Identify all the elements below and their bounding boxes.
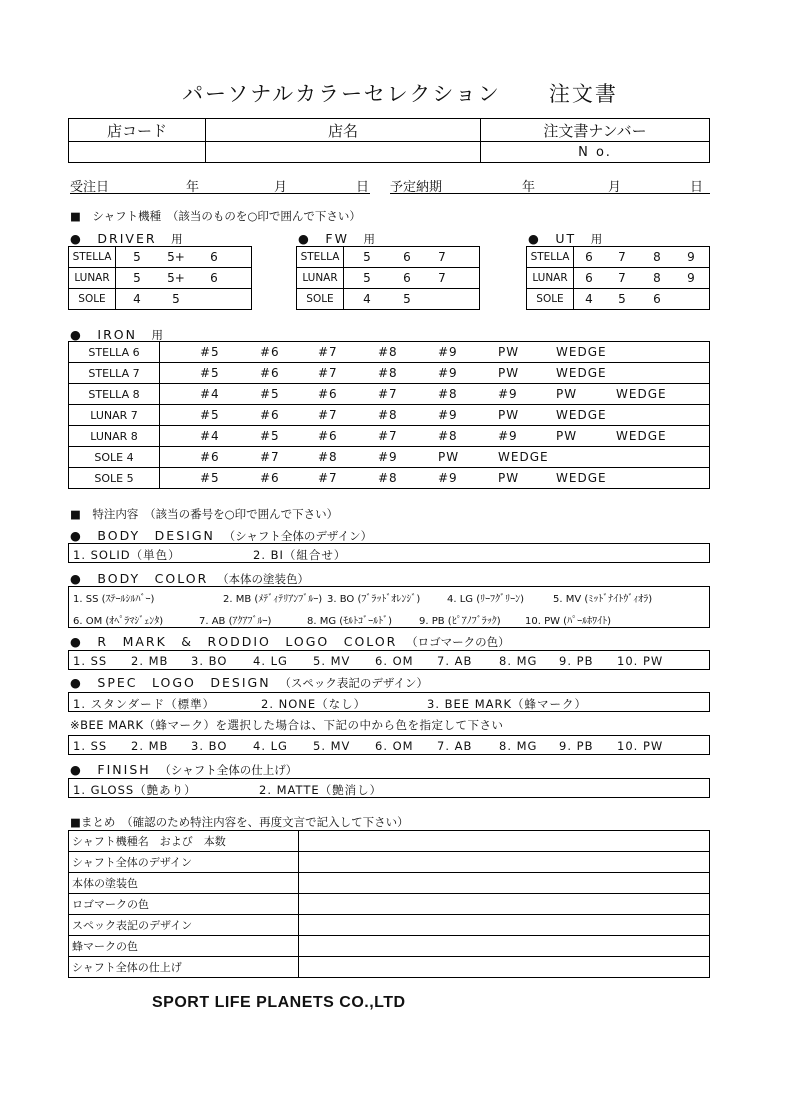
summary-row-label: 本体の塗装色 [69, 873, 299, 894]
option-value[interactable]: WEDGE [616, 429, 667, 443]
option-value[interactable]: 2. MATTE（艶消し） [259, 783, 383, 797]
iron-row-label: LUNAR 8 [69, 426, 160, 447]
title-main: パーソナルカラーセレクション [182, 82, 501, 106]
driver-title: ● DRIVER [70, 231, 157, 246]
option-value[interactable]: 8 [653, 271, 661, 285]
option-value[interactable]: PW [498, 345, 520, 359]
fw-row-values [344, 289, 480, 310]
bee-color-options [68, 735, 710, 755]
iron-row-label: LUNAR 7 [69, 405, 160, 426]
option-value[interactable]: 5. MV [313, 654, 351, 668]
driver-row-values [116, 289, 252, 310]
delivery-year-label: 年 [522, 180, 536, 195]
option-value[interactable]: 2. MB (ﾒﾃﾞｨﾃﾘｱﾝﾌﾞﾙｰ) [223, 594, 323, 605]
option-value[interactable]: #9 [498, 387, 518, 401]
iron-row [69, 384, 710, 405]
summary-table [68, 830, 710, 978]
logo-color-title: ● R MARK & RODDIO LOGO COLOR [70, 634, 398, 649]
summary-row [69, 957, 710, 978]
option-value[interactable]: 6. OM [375, 739, 414, 753]
option-value[interactable]: WEDGE [556, 408, 607, 422]
order-number-label: 注文書ナンバー [481, 119, 710, 142]
iron-row-label: STELLA 8 [69, 384, 160, 405]
iron-row [69, 468, 710, 489]
summary-row [69, 894, 710, 915]
driver-row-label: LUNAR [69, 268, 116, 289]
summary-row [69, 915, 710, 936]
option-value[interactable]: PW [556, 429, 578, 443]
ut-title: ● UT [528, 231, 577, 246]
option-value[interactable]: 1. SS [73, 654, 108, 668]
delivery-day-label: 日 [690, 180, 704, 195]
option-value[interactable]: 6 [585, 250, 593, 264]
option-value[interactable]: WEDGE [556, 471, 607, 485]
summary-row-label: シャフト全体のデザイン [69, 852, 299, 873]
summary-row [69, 936, 710, 957]
option-value[interactable]: 7 [438, 271, 446, 285]
option-value[interactable]: 2. BI（組合せ） [253, 548, 347, 562]
option-value[interactable]: 5+ [167, 271, 185, 285]
option-value[interactable]: 1. SS [73, 739, 108, 753]
option-value[interactable]: 2. NONE（なし） [261, 697, 367, 711]
ut-row-values [574, 247, 710, 268]
option-value[interactable]: PW [498, 366, 520, 380]
option-value[interactable]: PW [556, 387, 578, 401]
driver-row-values [116, 268, 252, 289]
body-design-options [68, 543, 710, 563]
option-value[interactable]: 5+ [167, 250, 185, 264]
iron-row-values [160, 342, 710, 363]
ut-row-label: SOLE [527, 289, 574, 310]
iron-row-values [160, 405, 710, 426]
option-value[interactable]: 6 [210, 250, 218, 264]
option-value[interactable]: #5 [260, 387, 280, 401]
driver-suffix: 用 [171, 232, 183, 246]
option-value[interactable]: WEDGE [616, 387, 667, 401]
option-value[interactable]: #8 [378, 471, 398, 485]
ut-row-label: STELLA [527, 247, 574, 268]
option-value[interactable]: #7 [318, 345, 338, 359]
option-value[interactable]: 3. BO [191, 739, 228, 753]
spec-logo-sub: （スペック表記のデザイン） [285, 676, 429, 690]
company-name: SPORT LIFE PLANETS CO.,LTD [152, 994, 406, 1011]
option-value[interactable]: 5. MV (ﾐｯﾄﾞﾅｲﾄｳﾞｨｵﾗ) [553, 594, 653, 605]
finish-sub: （シャフト全体の仕上げ） [165, 763, 298, 777]
option-value[interactable]: 5 [172, 292, 180, 306]
option-value[interactable]: #7 [318, 366, 338, 380]
iron-row-label: SOLE 5 [69, 468, 160, 489]
option-value[interactable]: 5 [403, 292, 411, 306]
option-value[interactable]: #5 [200, 408, 220, 422]
option-value[interactable]: 5 [618, 292, 626, 306]
order-number-field[interactable]: N o. [481, 142, 710, 163]
option-value[interactable]: #8 [438, 387, 458, 401]
ut-row-label: LUNAR [527, 268, 574, 289]
summary-row-field[interactable] [299, 957, 710, 978]
option-value[interactable]: 4. LG [253, 739, 288, 753]
body-color-sub: （本体の塗装色） [222, 572, 310, 586]
option-value[interactable]: #6 [260, 408, 280, 422]
iron-row [69, 405, 710, 426]
iron-row-label: STELLA 6 [69, 342, 160, 363]
option-value[interactable]: #5 [200, 471, 220, 485]
logo-color-options [68, 650, 710, 670]
option-value[interactable]: 9 [687, 250, 695, 264]
iron-suffix: 用 [151, 328, 163, 342]
spec-logo-heading [70, 673, 428, 691]
option-value[interactable]: #7 [318, 408, 338, 422]
option-value[interactable]: 5 [133, 250, 141, 264]
store-code-field[interactable] [69, 142, 206, 163]
iron-row [69, 426, 710, 447]
option-value[interactable]: #4 [200, 429, 220, 443]
option-value[interactable]: 6 [585, 271, 593, 285]
option-value[interactable]: 10. PW (ﾊﾟｰﾙﾎﾜｲﾄ) [525, 616, 611, 627]
page-title [0, 78, 800, 108]
option-value[interactable]: 1. SS (ｽﾃｰﾙｼﾙﾊﾞｰ) [73, 594, 155, 605]
option-value[interactable]: 7 [618, 271, 626, 285]
summary-row-field[interactable] [299, 852, 710, 873]
option-value[interactable]: 7 [618, 250, 626, 264]
finish-options [68, 778, 710, 798]
driver-heading [70, 229, 183, 247]
option-value[interactable]: 4 [585, 292, 593, 306]
option-value[interactable]: 6 [403, 271, 411, 285]
option-value[interactable]: 9. PB [559, 654, 594, 668]
summary-heading: ■まとめ （確認のため特注内容を、再度文言で記入して下さい） [70, 815, 409, 829]
iron-row-values [160, 468, 710, 489]
option-value[interactable]: 5 [363, 250, 371, 264]
option-value[interactable]: #7 [378, 387, 398, 401]
option-value[interactable]: #9 [378, 450, 398, 464]
order-day-label: 日 [356, 180, 370, 195]
summary-row [69, 831, 710, 852]
body-design-sub: （シャフト全体のデザイン） [229, 529, 373, 543]
driver-table [68, 246, 252, 310]
iron-row [69, 447, 710, 468]
delivery-label: 予定納期 [390, 180, 443, 195]
option-value[interactable]: #7 [378, 429, 398, 443]
option-value[interactable]: #9 [438, 345, 458, 359]
option-value[interactable]: 2. MB [131, 739, 169, 753]
bee-mark-note: ※BEE MARK（蜂マーク）を選択した場合は、下記の中から色を指定して下さい [70, 718, 504, 732]
iron-row-values [160, 447, 710, 468]
delivery-date-underline [390, 193, 710, 194]
option-value[interactable]: 3. BEE MARK（蜂マーク） [427, 697, 588, 711]
option-value[interactable]: #8 [318, 450, 338, 464]
option-value[interactable]: 6 [653, 292, 661, 306]
order-year-label: 年 [186, 180, 200, 195]
iron-row-values [160, 363, 710, 384]
order-month-label: 月 [274, 180, 288, 195]
option-value[interactable]: WEDGE [556, 345, 607, 359]
summary-row [69, 852, 710, 873]
option-value[interactable]: 7. AB [437, 654, 473, 668]
iron-row [69, 342, 710, 363]
option-value[interactable]: #9 [438, 408, 458, 422]
logo-color-heading [70, 632, 510, 650]
summary-row-field[interactable] [299, 873, 710, 894]
shaft-section-heading: ■ シャフト機種 （該当のものを○印で囲んで下さい） [70, 209, 361, 223]
option-value[interactable]: #6 [260, 366, 280, 380]
iron-row-label: SOLE 4 [69, 447, 160, 468]
option-value[interactable]: 4 [133, 292, 141, 306]
option-value[interactable]: 5. MV [313, 739, 351, 753]
fw-table [296, 246, 480, 310]
option-value[interactable]: 6 [210, 271, 218, 285]
option-value[interactable]: 9 [687, 271, 695, 285]
option-value[interactable]: #9 [498, 429, 518, 443]
fw-heading [298, 229, 375, 247]
option-value[interactable]: 10. PW [617, 654, 664, 668]
body-design-heading [70, 526, 372, 544]
iron-row-values [160, 426, 710, 447]
option-value[interactable]: 1. スタンダード（標準） [73, 697, 216, 711]
option-value[interactable]: #4 [200, 387, 220, 401]
option-value[interactable]: 4. LG [253, 654, 288, 668]
store-code-label: 店コード [69, 119, 206, 142]
summary-row-field[interactable] [299, 894, 710, 915]
option-value[interactable]: #6 [260, 471, 280, 485]
option-value[interactable]: 4. LG (ﾘｰﾌｸﾞﾘｰﾝ) [447, 594, 525, 605]
fw-row-values [344, 268, 480, 289]
driver-row-values [116, 247, 252, 268]
store-name-field[interactable] [206, 142, 481, 163]
body-color-heading [70, 569, 309, 587]
ut-row-values [574, 268, 710, 289]
option-value[interactable]: 8. MG [499, 654, 538, 668]
option-value[interactable]: 6. OM [375, 654, 414, 668]
summary-row-field[interactable] [299, 831, 710, 852]
ut-row-values [574, 289, 710, 310]
option-value[interactable]: 10. PW [617, 739, 664, 753]
summary-row-label: シャフト機種名 および 本数 [69, 831, 299, 852]
store-name-label: 店名 [206, 119, 481, 142]
option-value[interactable]: 1. SOLID（単色） [73, 548, 181, 562]
summary-row-label: シャフト全体の仕上げ [69, 957, 299, 978]
iron-row [69, 363, 710, 384]
option-value[interactable]: 3. BO [191, 654, 228, 668]
option-value[interactable]: #8 [438, 429, 458, 443]
ut-suffix: 用 [590, 232, 603, 246]
summary-row-label: スペック表記のデザイン [69, 915, 299, 936]
option-value[interactable]: #5 [260, 429, 280, 443]
fw-suffix: 用 [363, 232, 375, 246]
option-value[interactable]: #8 [378, 408, 398, 422]
summary-row [69, 873, 710, 894]
summary-row-field[interactable] [299, 915, 710, 936]
spec-logo-options [68, 692, 710, 712]
option-value[interactable]: #5 [200, 345, 220, 359]
fw-row-label: SOLE [297, 289, 344, 310]
option-value[interactable]: 7. AB [437, 739, 473, 753]
option-value[interactable]: 7 [438, 250, 446, 264]
summary-row-label: ロゴマークの色 [69, 894, 299, 915]
option-value[interactable]: #9 [438, 471, 458, 485]
option-value[interactable]: #6 [318, 387, 338, 401]
body-design-title: ● BODY DESIGN [70, 528, 215, 543]
delivery-month-label: 月 [608, 180, 622, 195]
summary-row-field[interactable] [299, 936, 710, 957]
option-value[interactable]: 1. GLOSS（艶あり） [73, 783, 197, 797]
option-value[interactable]: 2. MB [131, 654, 169, 668]
option-value[interactable]: 4 [363, 292, 371, 306]
option-value[interactable]: 8. MG (ﾓﾙﾄｺﾞｰﾙﾄﾞ) [307, 616, 393, 627]
iron-row-label: STELLA 7 [69, 363, 160, 384]
logo-color-sub: （ロゴマークの色） [411, 635, 510, 649]
fw-row-label: STELLA [297, 247, 344, 268]
ut-heading [528, 229, 602, 247]
option-value[interactable]: #9 [438, 366, 458, 380]
option-value[interactable]: #6 [318, 429, 338, 443]
option-value[interactable]: #7 [260, 450, 280, 464]
option-value[interactable]: 7. AB (ｱｸｱﾌﾞﾙｰ) [199, 616, 272, 627]
option-value[interactable]: #8 [378, 345, 398, 359]
option-value[interactable]: WEDGE [556, 366, 607, 380]
iron-row-values [160, 384, 710, 405]
option-value[interactable]: #6 [200, 450, 220, 464]
order-date-label: 受注日 [70, 180, 110, 195]
title-order-form: 注文書 [548, 82, 618, 106]
option-value[interactable]: 9. PB (ﾋﾟｱﾉﾌﾞﾗｯｸ) [419, 616, 501, 627]
order-date-underline [70, 193, 370, 194]
option-value[interactable]: 6. OM (ｵﾍﾟﾗﾏｼﾞｪﾝﾀ) [73, 616, 164, 627]
driver-row-label: SOLE [69, 289, 116, 310]
summary-row-label: 蜂マークの色 [69, 936, 299, 957]
option-value[interactable]: 6 [403, 250, 411, 264]
body-color-title: ● BODY COLOR [70, 571, 209, 586]
iron-title: ● IRON [70, 327, 137, 342]
option-value[interactable]: 8 [653, 250, 661, 264]
finish-title: ● FINISH [70, 762, 151, 777]
spec-logo-title: ● SPEC LOGO DESIGN [70, 675, 271, 690]
iron-table [68, 341, 710, 489]
fw-row-values [344, 247, 480, 268]
option-value[interactable]: PW [498, 471, 520, 485]
option-value[interactable]: 5 [133, 271, 141, 285]
option-value[interactable]: 5 [363, 271, 371, 285]
option-value[interactable]: #8 [378, 366, 398, 380]
special-section-heading: ■ 特注内容 （該当の番号を○印で囲んで下さい） [70, 507, 339, 521]
driver-row-label: STELLA [69, 247, 116, 268]
option-value[interactable]: #7 [318, 471, 338, 485]
fw-title: ● FW [298, 231, 349, 246]
finish-heading [70, 760, 297, 778]
option-value[interactable]: 9. PB [559, 739, 594, 753]
option-value[interactable]: 3. BO (ﾌﾞﾗｯﾄﾞｵﾚﾝｼﾞ) [327, 594, 421, 605]
ut-table [526, 246, 710, 310]
header-table [68, 118, 710, 163]
option-value[interactable]: PW [498, 408, 520, 422]
fw-row-label: LUNAR [297, 268, 344, 289]
date-line [70, 176, 710, 196]
body-color-options [68, 586, 710, 628]
option-value[interactable]: 8. MG [499, 739, 538, 753]
option-value[interactable]: PW [438, 450, 460, 464]
option-value[interactable]: #5 [200, 366, 220, 380]
option-value[interactable]: WEDGE [498, 450, 549, 464]
option-value[interactable]: #6 [260, 345, 280, 359]
